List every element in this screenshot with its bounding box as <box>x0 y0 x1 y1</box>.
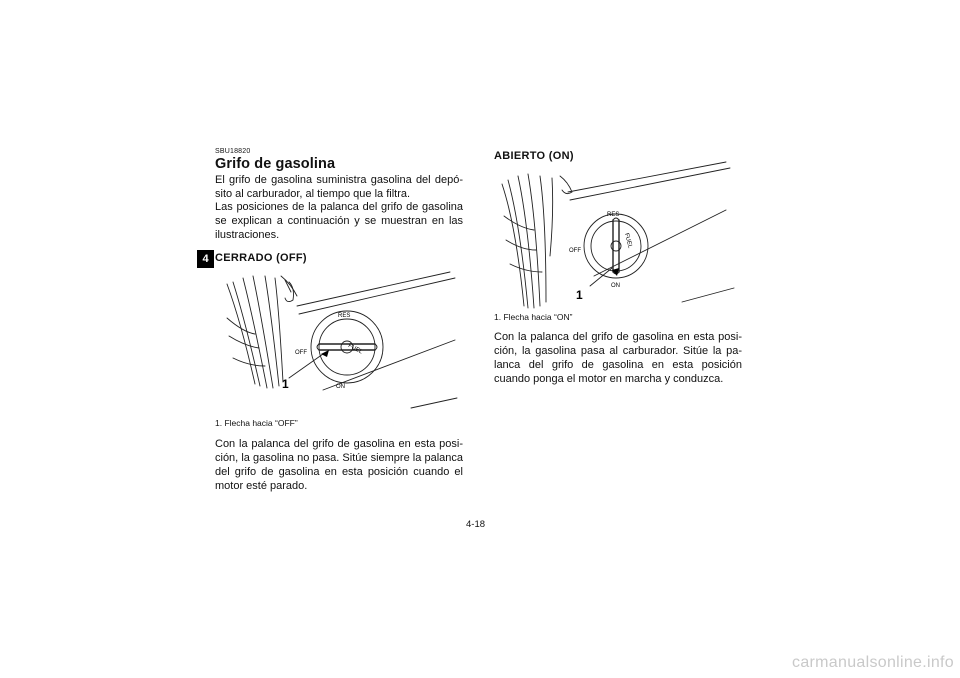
chapter-tab: 4 <box>197 250 214 268</box>
text-line: ción, la gasolina pasa al carburador. Sitúe la pa- <box>494 345 742 357</box>
hose-line <box>285 282 294 302</box>
panel-edge <box>297 272 450 306</box>
section-code: SBU18820 <box>215 148 251 155</box>
text-line: sito al carburador, al tiempo que la filtra. <box>215 188 411 200</box>
hose-line <box>560 176 572 194</box>
text-line: Las posiciones de la palanca del grifo de gasolina <box>215 201 463 213</box>
panel-edge <box>682 288 734 302</box>
on-heading: ABIERTO (ON) <box>494 150 574 162</box>
page-title: Grifo de gasolina <box>215 156 336 172</box>
off-heading: CERRADO (OFF) <box>215 252 307 264</box>
on-caption: 1. Flecha hacia “ON” <box>494 312 573 322</box>
text-line: del grifo de gasolina en esta posición cuando el <box>215 466 463 478</box>
callout-number: 1 <box>576 288 583 302</box>
label-on: ON <box>611 283 620 289</box>
leader-line <box>289 354 323 378</box>
label-on: ON <box>336 384 345 390</box>
hose-line <box>275 278 283 382</box>
panel-edge <box>594 210 726 276</box>
label-fuel: FUEL <box>346 342 364 356</box>
panel-edge <box>299 278 455 314</box>
hose-line <box>540 176 546 302</box>
off-body <box>215 437 463 493</box>
text-line: Con la palanca del grifo de gasolina en esta posi- <box>215 438 463 450</box>
arrow-icon <box>321 350 329 357</box>
hose-line <box>550 178 553 256</box>
hose-line <box>504 216 534 230</box>
label-fuel: FUEL <box>622 232 633 249</box>
on-body <box>494 330 742 386</box>
hose-line <box>253 276 273 388</box>
label-off: OFF <box>569 248 581 254</box>
panel-edge <box>568 162 726 192</box>
text-line: Con la palanca del grifo de gasolina en esta posi- <box>494 331 742 343</box>
text-line: motor esté parado. <box>215 480 308 492</box>
off-caption: 1. Flecha hacia “OFF” <box>215 418 298 428</box>
on-illustration <box>494 166 744 311</box>
tap-ring <box>584 214 648 278</box>
panel-edge <box>411 398 457 408</box>
intro-paragraph-2 <box>215 200 463 242</box>
text-line: ción, la gasolina no pasa. Sitúe siempre la palanca <box>215 452 463 464</box>
text-line: lanca del grifo de gasolina en esta posición <box>494 359 742 371</box>
intro-paragraph-1 <box>215 173 463 201</box>
text-line: se explican a continuación y se muestran en las <box>215 215 463 227</box>
callout-number: 1 <box>282 377 289 391</box>
label-off: OFF <box>295 350 307 356</box>
watermark-link[interactable]: carmanualsonline.info <box>792 654 954 671</box>
hose-line <box>508 180 528 308</box>
hose-line <box>528 174 540 306</box>
tap-ring <box>591 221 641 271</box>
text-line: El grifo de gasolina suministra gasolina del depó- <box>215 174 463 186</box>
hose-line <box>281 276 297 296</box>
hose-line <box>227 284 255 384</box>
hose-line <box>227 318 255 334</box>
panel-edge <box>570 168 730 200</box>
text-line: cuando ponga el motor en marcha y conduzca. <box>494 373 724 385</box>
hose-line <box>510 264 542 272</box>
label-res: RES <box>338 313 351 319</box>
text-line: ilustraciones. <box>215 229 280 241</box>
label-res: RES <box>607 212 620 218</box>
hose-line <box>285 280 291 292</box>
off-illustration <box>215 262 465 412</box>
page-number: 4-18 <box>466 519 486 530</box>
